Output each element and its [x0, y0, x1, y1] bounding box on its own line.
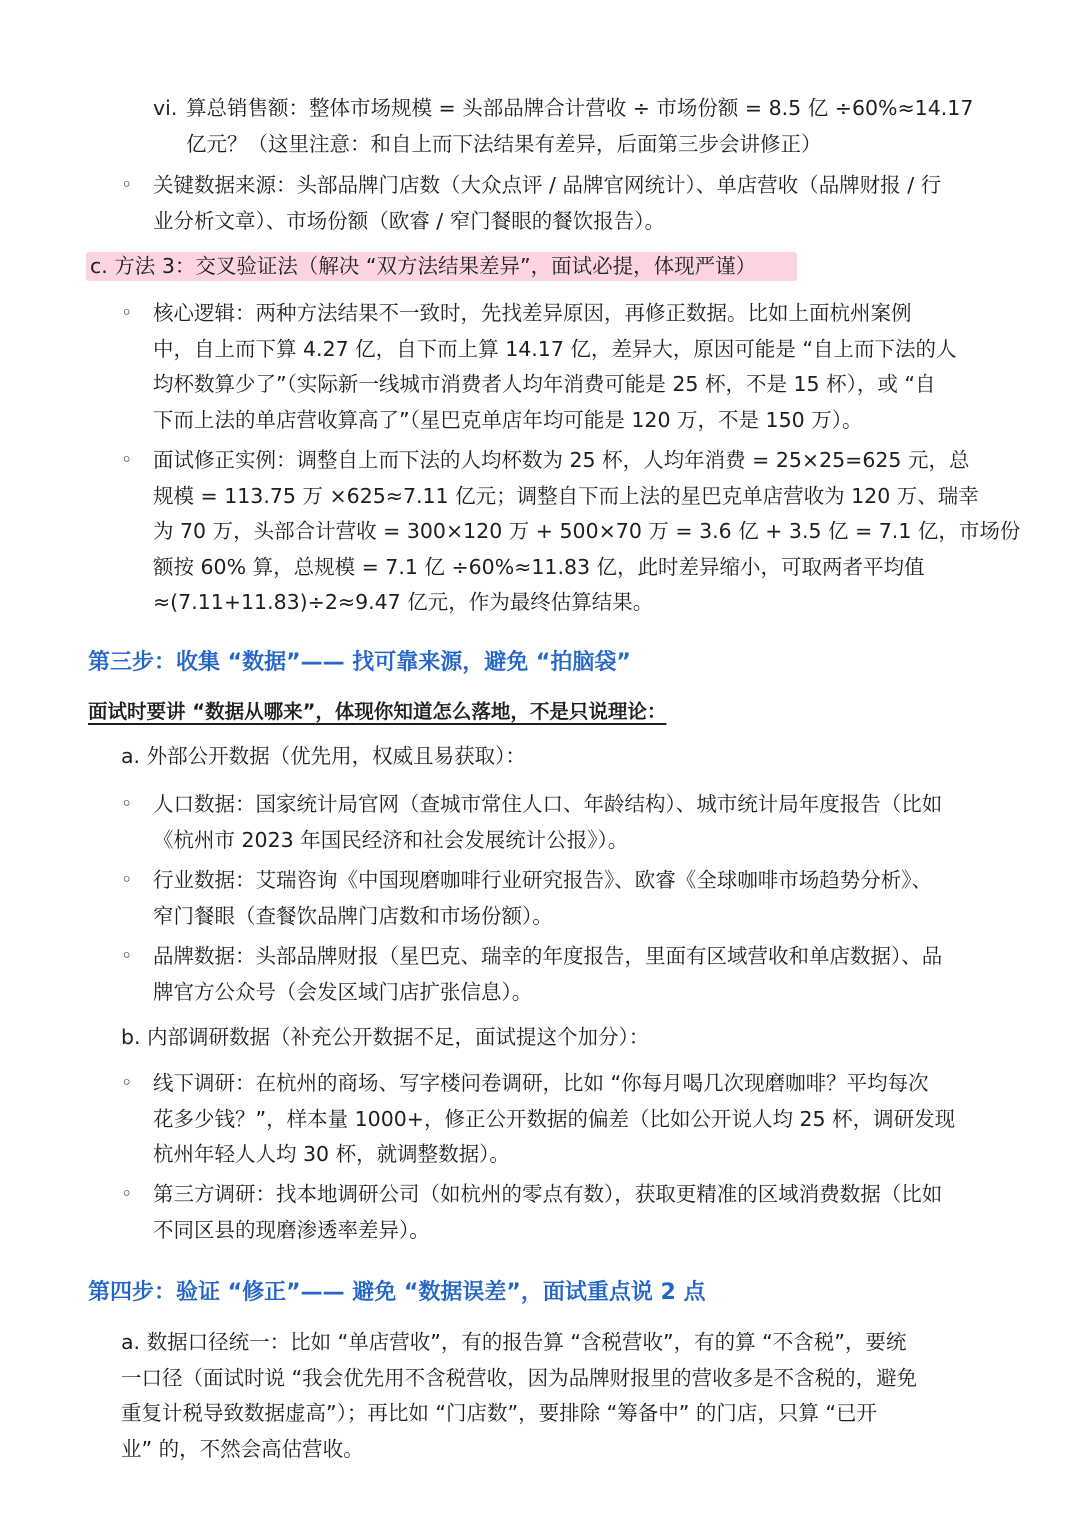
- text-line: a. 外部公开数据（优先用，权威且易获取）：: [121, 744, 526, 768]
- text-line: ≈(7.11+11.83)÷2≈9.47 亿元，作为最终估算结果。: [153, 590, 654, 614]
- bullet-icon: ◦: [121, 449, 133, 471]
- text-line: 亿元？（这里注意：和自上而下法结果有差异，后面第三步会讲修正）: [186, 131, 822, 156]
- text-line: 不同区县的现磨渗透率差异）。: [153, 1217, 430, 1242]
- industry-data-item: [153, 863, 932, 934]
- text-line: 第三方调研：找本地调研公司（如杭州的零点有数），获取更精准的区域消费数据（比如: [153, 1182, 943, 1206]
- text-line: 杭州年轻人人均 30 杯，就调整数据）。: [153, 1142, 510, 1166]
- internal-data-title: [121, 1020, 649, 1056]
- third-party-research-item: [153, 1177, 942, 1248]
- key-data-sources-item: [153, 168, 941, 239]
- text-line: 下而上法的单店营收算高了”（星巴克单店年均可能是 120 万，不是 150 万）。: [153, 407, 863, 432]
- bullet-icon: ◦: [121, 302, 133, 324]
- text-line: a. 数据口径统一：比如 “单店营收”，有的报告算 “含税营收”，有的算 “不含税”，要统: [121, 1330, 907, 1354]
- text-line: 为 70 万，头部合计营收 = 300×120 万 + 500×70 万 = 3.6 亿 + 3.5 亿 = 7.1 亿，市场份: [153, 519, 1021, 543]
- bullet-icon: ◦: [121, 1072, 133, 1094]
- offline-research-item: [153, 1066, 955, 1173]
- text-line: 规模 = 113.75 万 ×625≈7.11 亿元；调整自下而上法的星巴克单店营收为 120 万、瑞幸: [153, 483, 979, 508]
- text-line: 面试修正实例：调整自上而下法的人均杯数为 25 杯，人均年消费 = 25×25=625 元，总: [153, 448, 970, 472]
- brand-data-item: [153, 939, 942, 1010]
- correction-example-item: [153, 443, 1020, 621]
- text-line: 牌官方公众号（会发区域门店扩张信息）。: [153, 979, 533, 1004]
- text-line: 品牌数据：头部品牌财报（星巴克、瑞幸的年度报告，里面有区域营收和单店数据）、品: [153, 944, 943, 968]
- bullet-icon: ◦: [121, 869, 133, 891]
- step4-heading: 第四步：验证 “修正”—— 避免 “数据误差”，面试重点说 2 点: [88, 1280, 706, 1305]
- text-line: 人口数据：国家统计局官网（查城市常住人口、年龄结构）、城市统计局年度报告（比如: [153, 792, 943, 816]
- text-line: 窄门餐眼（查餐饮品牌门店数和市场份额）。: [153, 903, 553, 928]
- text-line: 一口径（面试时说 “我会优先用不含税营收，因为品牌财报里的营收多是不含税的，避免: [121, 1365, 918, 1390]
- bullet-icon: ◦: [121, 793, 133, 815]
- text-line: 《杭州市 2023 年国民经济和社会发展统计公报》）。: [153, 827, 629, 852]
- step3-heading: 第三步：收集 “数据”—— 找可靠来源，避免 “拍脑袋”: [88, 650, 631, 675]
- bullet-icon: ◦: [121, 174, 133, 196]
- step3-subheading: 面试时要讲 “数据从哪来”，体现你知道怎么落地，不是只说理论：: [88, 700, 667, 723]
- text-line: 均杯数算少了”（实际新一线城市消费者人均年消费可能是 25 杯，不是 15 杯），或 “自: [153, 372, 936, 396]
- data-caliber-item: [121, 1325, 917, 1467]
- text-line: 关键数据来源：头部品牌门店数（大众点评 / 品牌官网统计）、单店营收（品牌财报 / 行: [153, 173, 942, 197]
- text-line: 额按 60% 算，总规模 = 7.1 亿 ÷60%≈11.83 亿，此时差异缩小，可取两者平均值: [153, 554, 925, 579]
- text-line: 花多少钱？”，样本量 1000+，修正公开数据的偏差（比如公开说人均 25 杯，调研发现: [153, 1106, 956, 1131]
- total-sales-item: [186, 91, 973, 162]
- text-line: 行业数据：艾瑞咨询《中国现磨咖啡行业研究报告》、欧睿《全球咖啡市场趋势分析》、: [153, 868, 932, 892]
- method3-title: c. 方法 3：交叉验证法（解决 “双方法结果差异”，面试必提，体现严谨）: [90, 254, 757, 278]
- text-line: 算总销售额：整体市场规模 = 头部品牌合计营收 ÷ 市场份额 = 8.5 亿 ÷60%≈14.17: [186, 96, 974, 120]
- bullet-icon: ◦: [121, 1183, 133, 1205]
- text-line: 中，自上而下算 4.27 亿，自下而上算 14.17 亿，差异大，原因可能是 “自上而下法的人: [153, 336, 957, 361]
- text-line: 核心逻辑：两种方法结果不一致时，先找差异原因，再修正数据。比如上面杭州案例: [153, 301, 912, 325]
- text-line: 业分析文章）、市场份额（欧睿 / 窄门餐眼的餐饮报告）。: [153, 208, 665, 233]
- text-line: 重复计税导致数据虚高”）；再比如 “门店数”，要排除 “筹备中” 的门店，只算 “已开: [121, 1401, 878, 1425]
- text-line: b. 内部调研数据（补充公开数据不足，面试提这个加分）：: [121, 1025, 650, 1049]
- text-line: 线下调研：在杭州的商场、写字楼问卷调研，比如 “你每月喝几次现磨咖啡？平均每次: [153, 1071, 929, 1095]
- text-line: 业” 的，不然会高估营收。: [121, 1436, 364, 1461]
- list-marker-vi: vi.: [153, 96, 178, 120]
- core-logic-item: [153, 296, 957, 438]
- bullet-icon: ◦: [121, 945, 133, 967]
- population-data-item: [153, 787, 942, 858]
- external-data-title: [121, 739, 526, 775]
